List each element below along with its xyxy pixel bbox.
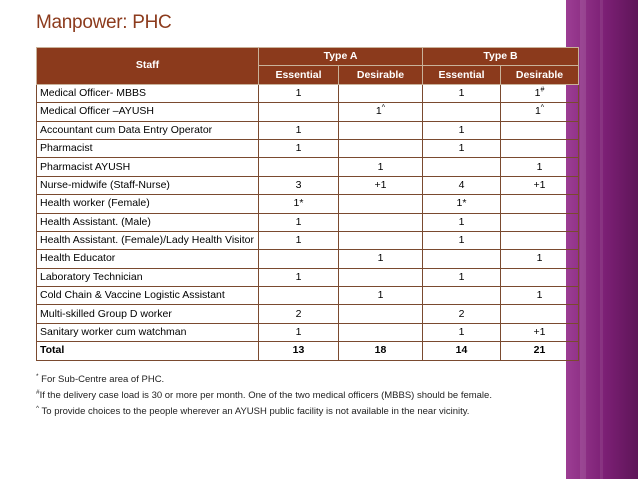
a-essential-cell: 3 — [259, 176, 339, 194]
table-row — [37, 231, 579, 249]
b-essential-cell: 1 — [423, 268, 501, 286]
b-essential-cell: 2 — [423, 305, 501, 323]
table-row — [37, 176, 579, 194]
header-type-a: Type A — [259, 48, 423, 66]
b-essential-cell — [423, 158, 501, 176]
a-essential-cell: 1 — [259, 213, 339, 231]
staff-cell: Health Assistant. (Female)/Lady Health Visitor — [37, 231, 259, 249]
header-b-desirable: Desirable — [501, 66, 579, 84]
a-essential-cell — [259, 250, 339, 268]
a-desirable-cell: 1 — [339, 287, 423, 305]
a-desirable-cell — [339, 195, 423, 213]
staff-cell: Laboratory Technician — [37, 268, 259, 286]
footnote-ayush — [36, 404, 556, 420]
b-desirable-cell: +1 — [501, 176, 579, 194]
a-essential-cell: 1 — [259, 121, 339, 139]
b-desirable-cell — [501, 268, 579, 286]
total-a-essential: 13 — [259, 342, 339, 360]
b-desirable-cell — [501, 121, 579, 139]
cell-value: 1 — [375, 105, 382, 118]
footnote-delivery — [36, 388, 556, 404]
header-row-group — [37, 48, 579, 66]
table-row — [37, 268, 579, 286]
b-desirable-cell — [501, 84, 579, 102]
header-a-desirable: Desirable — [339, 66, 423, 84]
total-label: Total — [37, 342, 259, 360]
cell-value: 1 — [534, 86, 541, 99]
table-row — [37, 84, 579, 102]
table-row — [37, 323, 579, 341]
a-desirable-cell: +1 — [339, 176, 423, 194]
a-essential-cell — [259, 158, 339, 176]
footnote-mark: # — [540, 86, 545, 94]
b-essential-cell: 1 — [423, 323, 501, 341]
staff-cell: Cold Chain & Vaccine Logistic Assistant — [37, 287, 259, 305]
header-staff: Staff — [37, 48, 259, 85]
page-title: Manpower: PHC — [36, 12, 172, 33]
b-desirable-cell — [501, 103, 579, 121]
staff-cell: Pharmacist AYUSH — [37, 158, 259, 176]
slide-top-bar — [0, 0, 566, 10]
total-b-desirable: 21 — [501, 342, 579, 360]
band-streak-2 — [600, 0, 603, 479]
header-a-essential: Essential — [259, 66, 339, 84]
a-essential-cell: 1 — [259, 268, 339, 286]
table-row — [37, 250, 579, 268]
table-row — [37, 103, 579, 121]
footnote-text: If the delivery case load is 30 or more per month. One of the two medical officers (MBBS) should be female. — [39, 390, 492, 401]
staff-cell: Pharmacist — [37, 139, 259, 157]
b-essential-cell: 1 — [423, 139, 501, 157]
staff-cell: Health Educator — [37, 250, 259, 268]
b-desirable-cell — [501, 195, 579, 213]
table-row — [37, 139, 579, 157]
a-desirable-cell — [339, 323, 423, 341]
a-essential-cell: 1* — [259, 195, 339, 213]
a-essential-cell: 1 — [259, 323, 339, 341]
b-desirable-cell — [501, 305, 579, 323]
staff-cell: Health worker (Female) — [37, 195, 259, 213]
footnote-mark: # — [36, 388, 40, 396]
manpower-table — [36, 47, 579, 361]
b-desirable-cell: 1 — [501, 287, 579, 305]
table-row — [37, 158, 579, 176]
b-desirable-cell: 1 — [501, 250, 579, 268]
a-desirable-cell — [339, 103, 423, 121]
a-essential-cell: 1 — [259, 84, 339, 102]
b-desirable-cell: +1 — [501, 323, 579, 341]
b-essential-cell: 1* — [423, 195, 501, 213]
b-essential-cell: 1 — [423, 121, 501, 139]
b-essential-cell — [423, 250, 501, 268]
staff-cell: Medical Officer –AYUSH — [37, 103, 259, 121]
table-row — [37, 305, 579, 323]
b-essential-cell — [423, 103, 501, 121]
staff-cell: Multi-skilled Group D worker — [37, 305, 259, 323]
total-b-essential: 14 — [423, 342, 501, 360]
staff-cell: Sanitary worker cum watchman — [37, 323, 259, 341]
staff-cell: Nurse-midwife (Staff-Nurse) — [37, 176, 259, 194]
footnote-mark: ^ — [381, 104, 386, 112]
a-desirable-cell — [339, 231, 423, 249]
b-desirable-cell: 1 — [501, 158, 579, 176]
total-a-desirable: 18 — [339, 342, 423, 360]
b-essential-cell: 1 — [423, 231, 501, 249]
b-essential-cell: 1 — [423, 213, 501, 231]
cell-value: 1 — [534, 105, 541, 118]
table-row — [37, 287, 579, 305]
a-essential-cell: 1 — [259, 139, 339, 157]
table-row — [37, 195, 579, 213]
a-desirable-cell: 1 — [339, 250, 423, 268]
table-row — [37, 121, 579, 139]
table-body — [37, 84, 579, 360]
footnote-subcentre — [36, 372, 556, 388]
a-desirable-cell — [339, 121, 423, 139]
band-streak — [580, 0, 586, 479]
a-essential-cell — [259, 103, 339, 121]
footnote-text: To provide choices to the people wherever an AYUSH public facility is not available in the near vicinity. — [41, 406, 470, 417]
footnote-mark: * — [36, 372, 39, 380]
a-essential-cell: 2 — [259, 305, 339, 323]
footnote-mark: ^ — [540, 104, 545, 112]
a-desirable-cell — [339, 84, 423, 102]
total-row — [37, 342, 579, 360]
a-essential-cell — [259, 287, 339, 305]
footnote-mark: ^ — [36, 404, 40, 412]
b-desirable-cell — [501, 213, 579, 231]
footnote-text: For Sub-Centre area of PHC. — [41, 374, 165, 385]
b-desirable-cell — [501, 139, 579, 157]
header-type-b: Type B — [423, 48, 579, 66]
a-desirable-cell: 1 — [339, 158, 423, 176]
footnotes — [36, 372, 556, 420]
a-desirable-cell — [339, 305, 423, 323]
table-row — [37, 213, 579, 231]
a-desirable-cell — [339, 268, 423, 286]
a-desirable-cell — [339, 213, 423, 231]
staff-cell: Health Assistant. (Male) — [37, 213, 259, 231]
staff-cell: Accountant cum Data Entry Operator — [37, 121, 259, 139]
b-desirable-cell — [501, 231, 579, 249]
header-b-essential: Essential — [423, 66, 501, 84]
a-desirable-cell — [339, 139, 423, 157]
b-essential-cell — [423, 287, 501, 305]
staff-cell: Medical Officer- MBBS — [37, 84, 259, 102]
b-essential-cell: 4 — [423, 176, 501, 194]
b-essential-cell: 1 — [423, 84, 501, 102]
a-essential-cell: 1 — [259, 231, 339, 249]
